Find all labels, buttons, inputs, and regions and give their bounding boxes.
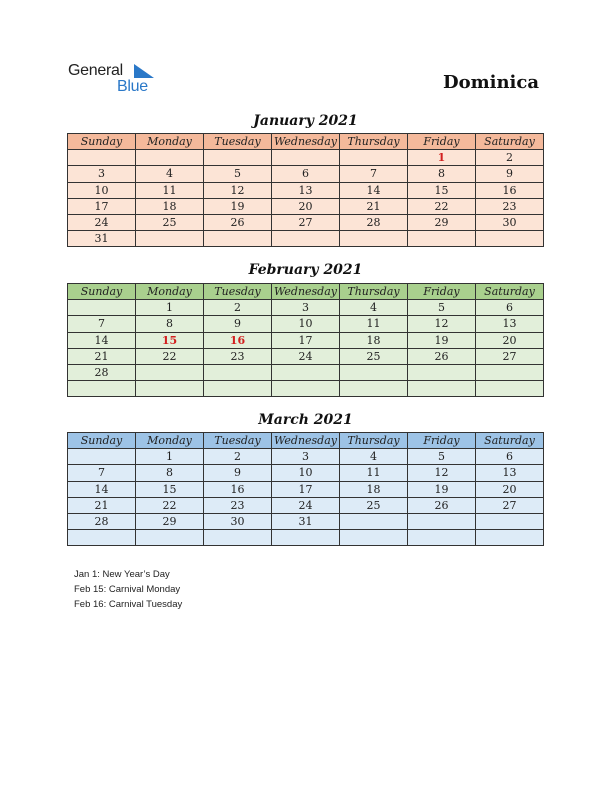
day-cell: 22	[136, 497, 204, 513]
day-cell: 26	[408, 348, 476, 364]
day-cell: 1	[136, 449, 204, 465]
day-cell: 25	[340, 348, 408, 364]
day-cell: 11	[340, 465, 408, 481]
holiday-day-cell: 16	[204, 332, 272, 348]
day-cell	[408, 381, 476, 397]
weekday-header: Saturday	[476, 134, 544, 150]
day-cell: 3	[68, 166, 136, 182]
day-cell: 6	[476, 449, 544, 465]
day-cell: 29	[408, 214, 476, 230]
month-title-march: March 2021	[258, 412, 353, 428]
day-cell	[136, 364, 204, 380]
day-cell: 4	[340, 449, 408, 465]
weekday-header: Wednesday	[272, 284, 340, 300]
day-cell: 7	[340, 166, 408, 182]
day-cell: 4	[136, 166, 204, 182]
day-cell	[68, 530, 136, 546]
day-cell: 20	[476, 481, 544, 497]
day-cell	[408, 231, 476, 247]
calendar-march	[67, 432, 544, 546]
day-cell: 18	[136, 198, 204, 214]
week-row	[68, 513, 544, 529]
weekday-header: Monday	[136, 134, 204, 150]
day-cell: 17	[272, 481, 340, 497]
day-cell: 24	[272, 497, 340, 513]
weekday-header: Friday	[408, 284, 476, 300]
weekday-header-row	[68, 134, 544, 150]
weekday-header: Tuesday	[204, 134, 272, 150]
day-cell	[340, 513, 408, 529]
week-row	[68, 364, 544, 380]
calendar-february	[67, 283, 544, 397]
day-cell	[476, 364, 544, 380]
month-title-february: February 2021	[248, 262, 363, 278]
day-cell	[340, 231, 408, 247]
weekday-header: Thursday	[340, 134, 408, 150]
day-cell: 12	[408, 316, 476, 332]
day-cell: 6	[476, 300, 544, 316]
day-cell: 28	[68, 513, 136, 529]
day-cell	[476, 231, 544, 247]
week-row	[68, 300, 544, 316]
day-cell: 31	[68, 231, 136, 247]
day-cell	[68, 150, 136, 166]
week-row	[68, 316, 544, 332]
day-cell: 30	[476, 214, 544, 230]
day-cell	[272, 150, 340, 166]
weekday-header-row	[68, 433, 544, 449]
weekday-header: Tuesday	[204, 433, 272, 449]
day-cell: 26	[204, 214, 272, 230]
day-cell: 13	[476, 465, 544, 481]
calendar-january	[67, 133, 544, 247]
day-cell: 3	[272, 449, 340, 465]
day-cell: 20	[476, 332, 544, 348]
day-cell	[476, 530, 544, 546]
holiday-note: Feb 15: Carnival Monday	[74, 584, 181, 595]
day-cell: 25	[136, 214, 204, 230]
day-cell	[204, 150, 272, 166]
day-cell: 22	[408, 198, 476, 214]
weekday-header: Wednesday	[272, 134, 340, 150]
day-cell	[136, 530, 204, 546]
day-cell: 5	[408, 449, 476, 465]
weekday-header: Sunday	[68, 134, 136, 150]
day-cell	[204, 231, 272, 247]
week-row	[68, 150, 544, 166]
day-cell: 18	[340, 332, 408, 348]
day-cell: 28	[340, 214, 408, 230]
day-cell: 8	[136, 316, 204, 332]
weekday-header: Thursday	[340, 433, 408, 449]
day-cell	[272, 231, 340, 247]
day-cell: 26	[408, 497, 476, 513]
day-cell: 2	[476, 150, 544, 166]
day-cell: 23	[204, 348, 272, 364]
day-cell: 14	[68, 481, 136, 497]
day-cell: 19	[408, 481, 476, 497]
day-cell: 20	[272, 198, 340, 214]
day-cell	[340, 530, 408, 546]
day-cell	[408, 513, 476, 529]
week-row	[68, 449, 544, 465]
day-cell: 17	[68, 198, 136, 214]
day-cell	[272, 381, 340, 397]
holiday-note: Jan 1: New Year’s Day	[74, 569, 170, 580]
day-cell: 27	[476, 348, 544, 364]
day-cell: 10	[68, 182, 136, 198]
week-row	[68, 182, 544, 198]
week-row	[68, 231, 544, 247]
weekday-header: Thursday	[340, 284, 408, 300]
day-cell: 17	[272, 332, 340, 348]
day-cell: 30	[204, 513, 272, 529]
week-row	[68, 530, 544, 546]
day-cell: 7	[68, 465, 136, 481]
day-cell: 2	[204, 300, 272, 316]
day-cell: 19	[204, 198, 272, 214]
day-cell	[272, 530, 340, 546]
day-cell: 11	[136, 182, 204, 198]
week-row	[68, 348, 544, 364]
day-cell: 9	[476, 166, 544, 182]
day-cell: 31	[272, 513, 340, 529]
day-cell: 16	[204, 481, 272, 497]
day-cell	[68, 449, 136, 465]
holiday-day-cell: 1	[408, 150, 476, 166]
weekday-header-row	[68, 284, 544, 300]
month-title-january: January 2021	[253, 113, 358, 129]
day-cell	[204, 364, 272, 380]
day-cell	[340, 150, 408, 166]
holiday-notes	[74, 567, 182, 612]
day-cell: 13	[272, 182, 340, 198]
day-cell: 10	[272, 316, 340, 332]
day-cell: 18	[340, 481, 408, 497]
day-cell	[340, 381, 408, 397]
day-cell: 25	[340, 497, 408, 513]
day-cell	[408, 530, 476, 546]
day-cell: 21	[68, 348, 136, 364]
week-row	[68, 166, 544, 182]
weekday-header: Monday	[136, 433, 204, 449]
day-cell: 22	[136, 348, 204, 364]
day-cell: 24	[272, 348, 340, 364]
brand-logo	[68, 62, 163, 98]
day-cell: 1	[136, 300, 204, 316]
weekday-header: Saturday	[476, 433, 544, 449]
holiday-day-cell: 15	[136, 332, 204, 348]
day-cell: 23	[476, 198, 544, 214]
day-cell	[136, 381, 204, 397]
day-cell: 8	[408, 166, 476, 182]
day-cell	[204, 530, 272, 546]
day-cell: 5	[408, 300, 476, 316]
day-cell: 28	[68, 364, 136, 380]
day-cell	[272, 364, 340, 380]
day-cell: 6	[272, 166, 340, 182]
day-cell: 21	[340, 198, 408, 214]
week-row	[68, 214, 544, 230]
day-cell: 27	[476, 497, 544, 513]
holiday-note: Feb 16: Carnival Tuesday	[74, 599, 183, 610]
day-cell	[136, 150, 204, 166]
day-cell: 13	[476, 316, 544, 332]
day-cell: 29	[136, 513, 204, 529]
weekday-header: Tuesday	[204, 284, 272, 300]
week-row	[68, 198, 544, 214]
day-cell	[476, 381, 544, 397]
day-cell	[340, 364, 408, 380]
day-cell: 9	[204, 316, 272, 332]
weekday-header: Friday	[408, 433, 476, 449]
week-row	[68, 481, 544, 497]
logo-text-general: General	[68, 62, 123, 79]
day-cell: 8	[136, 465, 204, 481]
day-cell	[68, 300, 136, 316]
day-cell: 23	[204, 497, 272, 513]
day-cell	[408, 364, 476, 380]
logo-triangle-icon	[134, 64, 154, 78]
day-cell: 12	[204, 182, 272, 198]
day-cell: 14	[68, 332, 136, 348]
day-cell: 11	[340, 316, 408, 332]
day-cell: 27	[272, 214, 340, 230]
weekday-header: Saturday	[476, 284, 544, 300]
weekday-header: Monday	[136, 284, 204, 300]
day-cell	[476, 513, 544, 529]
weekday-header: Sunday	[68, 433, 136, 449]
day-cell	[136, 231, 204, 247]
day-cell: 15	[408, 182, 476, 198]
day-cell: 12	[408, 465, 476, 481]
day-cell: 7	[68, 316, 136, 332]
day-cell: 9	[204, 465, 272, 481]
day-cell: 15	[136, 481, 204, 497]
day-cell: 5	[204, 166, 272, 182]
country-name: Dominica	[442, 72, 539, 93]
day-cell	[68, 381, 136, 397]
day-cell: 4	[340, 300, 408, 316]
logo-text-blue: Blue	[117, 78, 148, 95]
day-cell: 24	[68, 214, 136, 230]
week-row	[68, 497, 544, 513]
week-row	[68, 332, 544, 348]
day-cell: 14	[340, 182, 408, 198]
day-cell: 3	[272, 300, 340, 316]
weekday-header: Friday	[408, 134, 476, 150]
week-row	[68, 465, 544, 481]
day-cell: 10	[272, 465, 340, 481]
day-cell: 21	[68, 497, 136, 513]
day-cell: 16	[476, 182, 544, 198]
day-cell	[204, 381, 272, 397]
weekday-header: Sunday	[68, 284, 136, 300]
day-cell: 19	[408, 332, 476, 348]
day-cell: 2	[204, 449, 272, 465]
week-row	[68, 381, 544, 397]
weekday-header: Wednesday	[272, 433, 340, 449]
